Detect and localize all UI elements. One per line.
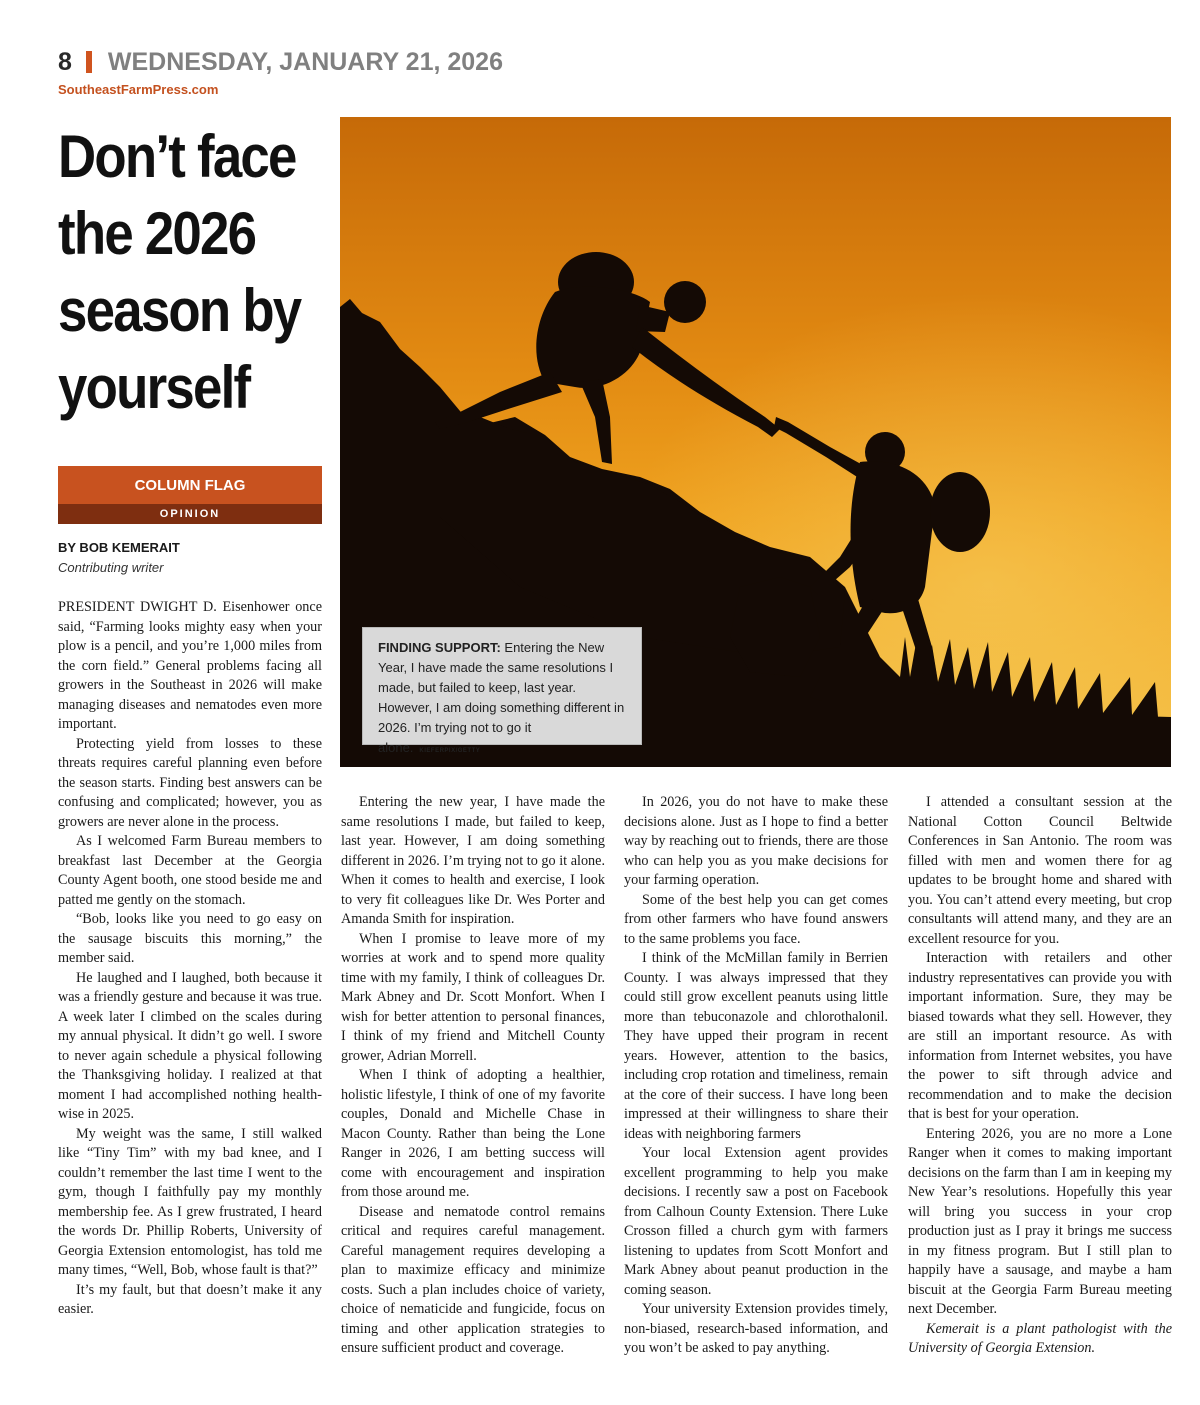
- paragraph: As I welcomed Farm Bureau members to breakfast last December at the Georgia County Agent booth, one stood beside me and patted me gently on the stomach.: [58, 833, 322, 908]
- paragraph: “Bob, looks like you need to go easy on the sausage biscuits this morning,” the member said.: [58, 911, 322, 966]
- issue-date: WEDNESDAY, JANUARY 21, 2026: [107, 47, 503, 76]
- paragraph: Your local Extension agent provides excellent programming to help you make decisions. I recently saw a post on Facebook from Calhoun County Extension. There Luke Crosson filled a church gym with farmers listening to updates from Scott Monfort and Mark Abney about peanut production in the coming season.: [624, 1145, 888, 1298]
- paragraph: When I promise to leave more of my worries at work and to spend more quality time with my family, I think of colleagues Dr. Mark Abney and Dr. Scott Monfort. When I wish for better attention to personal finances, I think of my friend and Mitchell County grower, Adrian Morrell.: [341, 930, 605, 1064]
- paragraph: My weight was the same, I still walked like “Tiny Tim” with my bad knee, and I couldn’t remember the last time I went to the gym, though I faithfully pay my monthly membership fee. As I grew frustrated, I heard the words Dr. Phillip Roberts, University of Georgia Extension entomologist, has told me many times, “Well, Bob, whose fault is that?”: [58, 1125, 322, 1278]
- column-flag-section: OPINION: [58, 504, 322, 524]
- byline-role: Contributing writer: [58, 560, 164, 575]
- column-flag: [58, 466, 322, 524]
- paragraph: Disease and nematode control remains critical and requires careful management. Careful management requires developing a plan to maximize efficacy and minimize costs. Such a plan includes choice of variety, choice of nematicide and fungicide, focus on timing and other application strategies to ensure sufficient product and coverage.: [341, 1203, 605, 1356]
- paragraph: Entering the new year, I have made the same resolutions I made, but failed to keep, last year. However, I am doing something different in 2026. I’m trying not to go it alone. When it comes to health and exercise, I look to very fit colleagues like Dr. Wes Porter and Amanda Smith for inspiration.: [341, 794, 605, 927]
- page-folio: [58, 44, 503, 80]
- caption-lead: FINDING SUPPORT:: [378, 640, 501, 655]
- page-number: 8: [58, 47, 72, 76]
- article-column-1: [58, 598, 322, 1320]
- folio-divider: [86, 51, 92, 73]
- article-column-4: [908, 793, 1172, 1359]
- photo-credit: KIEFERPIX/GETTY: [419, 748, 481, 754]
- article-column-3: [624, 793, 888, 1359]
- article-column-2: [341, 793, 605, 1359]
- byline-author: BY BOB KEMERAIT: [58, 540, 180, 555]
- paragraph: He laughed and I laughed, both because it was a friendly gesture and because it was true. A week later I climbed on the scales during my annual physical. It didn’t go well. I swore to never again schedule a physical following the Thanksgiving holiday. I realized at that moment I had accomplished nothing health-wise in 2025.: [58, 969, 322, 1122]
- paragraph: It’s my fault, but that doesn’t make it any easier.: [58, 1281, 322, 1317]
- paragraph: When I think of adopting a healthier, holistic lifestyle, I think of one of my favorite couples, Donald and Michelle Chase in Macon County. Rather than being the Lone Ranger in 2026, I am betting success will come with encouragement and inspiration from those around me.: [341, 1067, 605, 1200]
- paragraph: I think of the McMillan family in Berrien County. I was always impressed that they could still grow excellent peanuts using little more than tebuconazole and chlorothalonil. They have upped their program in recent years. However, attention to the basics, including crop rotation and timeliness, remain at the core of their success. I have long been impressed at their willingness to share their ideas with neighboring farmers: [624, 950, 888, 1142]
- paragraph: Your university Extension provides timely, non-biased, research-based information, and you won’t be asked to pay anything.: [624, 1301, 888, 1356]
- paragraph: Interaction with retailers and other industry representatives can provide you with important information. Sure, they may be biased towards what they sell. However, they are still an important resource. As with information from Internet websites, you have the power to sift through advice and recommendation and to make the decision that is best for your operation.: [908, 950, 1172, 1122]
- author-tagline: Kemerait is a plant pathologist with the University of Georgia Extension.: [908, 1320, 1172, 1356]
- paragraph: Protecting yield from losses to these threats requires careful planning even before the season starts. Finding best answers can be confusing and complicated; however, you as growers are never alone in the process.: [58, 735, 322, 830]
- photo-caption: [362, 627, 642, 755]
- paragraph: In 2026, you do not have to make these decisions alone. Just as I hope to find a better way by reaching out to friends, there are those who can help you as you make decisions for your farming operation.: [624, 794, 888, 888]
- paragraph: Some of the best help you can get comes from other farmers who have found answers to the same problems you face.: [624, 891, 888, 947]
- site-url[interactable]: SoutheastFarmPress.com: [58, 82, 219, 97]
- caption-text: Entering the New Year, I have made the same resolutions I made, but failed to keep, last year. However, I am doing something different in 2026. I’m trying not to go it alone.: [378, 640, 625, 755]
- column-flag-title: COLUMN FLAG: [58, 466, 322, 504]
- paragraph: Entering 2026, you are no more a Lone Ranger when it comes to making important decisions on the farm than I am in keeping my New Year’s resolutions. Hopefully this year will bring you success in your crop production just as I pray it brings me success in my fitness program. But I still plan to happily have a sausage, and maybe a ham biscuit at the Georgia Farm Bureau meeting next December.: [908, 1125, 1172, 1317]
- headline: Don’t face the 2026 season by yourself: [58, 123, 301, 421]
- paragraph: PRESIDENT DWIGHT D. Eisenhower once said, “Farming looks mighty easy when your plow is a pencil, and you’re 1,000 miles from the corn field.” General problems facing all growers in the Southeast in 2026 will make managing diseases and nematodes even more important.: [58, 599, 322, 732]
- paragraph: I attended a consultant session at the National Cotton Council Beltwide Conferences in San Antonio. The room was filled with men and women there for ag updates to be brought home and shared with you. You can’t attend every meeting, but crop consultants will attend many, and they are an excellent resource for you.: [908, 794, 1172, 947]
